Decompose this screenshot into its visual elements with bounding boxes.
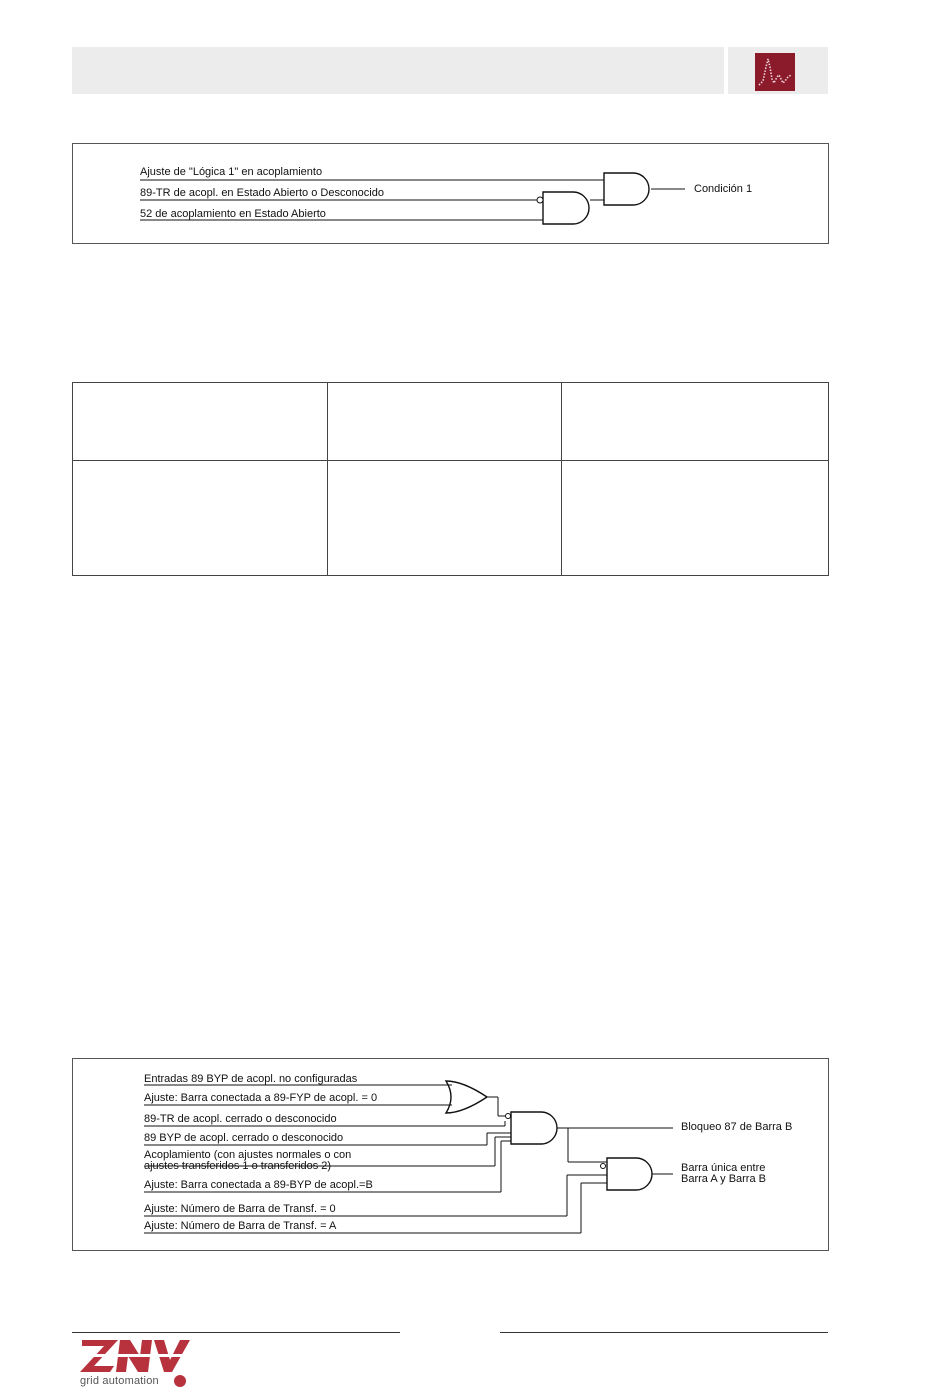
- input-barra-89fyp-0: Ajuste: Barra conectada a 89-FYP de acopl. = 0: [144, 1092, 378, 1104]
- input-barra-transf-a: Ajuste: Número de Barra de Transf. = A: [144, 1220, 337, 1232]
- waveform-logo-icon: [755, 53, 795, 91]
- table-header-cell: [562, 383, 829, 461]
- output-barra-unica: Barra única entre Barra A y Barra B: [681, 1162, 766, 1185]
- input-barra-89byp-b: Ajuste: Barra conectada a 89-BYP de acopl.=B: [144, 1179, 373, 1191]
- input-89tr-abierto: 89-TR de acopl. en Estado Abierto o Desconocido: [140, 187, 384, 199]
- table-cell: [562, 461, 829, 576]
- output-condicion-1: Condición 1: [694, 183, 753, 195]
- input-89tr-cerrado: 89-TR de acopl. cerrado o desconocido: [144, 1113, 337, 1125]
- footer-rule-right: [500, 1332, 828, 1333]
- znv-logo: [80, 1338, 192, 1377]
- output-bloqueo-87-barra-b: Bloqueo 87 de Barra B: [681, 1121, 793, 1133]
- input-logica-1: Ajuste de "Lógica 1" en acoplamiento: [140, 166, 323, 178]
- input-acoplamiento-ajustes: Acoplamiento (con ajustes normales o con ajustes transferidos 1 o transferidos 2): [144, 1149, 352, 1172]
- brand-tagline: grid automation: [80, 1375, 159, 1387]
- input-89byp-cerrado: 89 BYP de acopl. cerrado o desconocido: [144, 1132, 344, 1144]
- empty-table: [72, 382, 829, 576]
- input-barra-transf-0: Ajuste: Número de Barra de Transf. = 0: [144, 1203, 336, 1215]
- footer-rule-left: [72, 1332, 400, 1333]
- input-52-abierto: 52 de acoplamiento en Estado Abierto: [140, 208, 326, 220]
- page-header-bar: [72, 47, 724, 94]
- brand-badge-icon: [174, 1375, 186, 1387]
- logic-diagram-condicion-1: [72, 143, 829, 244]
- table-header-cell: [73, 383, 328, 461]
- table-cell: [328, 461, 562, 576]
- table-cell: [73, 461, 328, 576]
- logic-diagram-bloqueo-87: [72, 1058, 829, 1251]
- table-header-cell: [328, 383, 562, 461]
- input-89byp-no-configuradas: Entradas 89 BYP de acopl. no configuradas: [144, 1073, 358, 1085]
